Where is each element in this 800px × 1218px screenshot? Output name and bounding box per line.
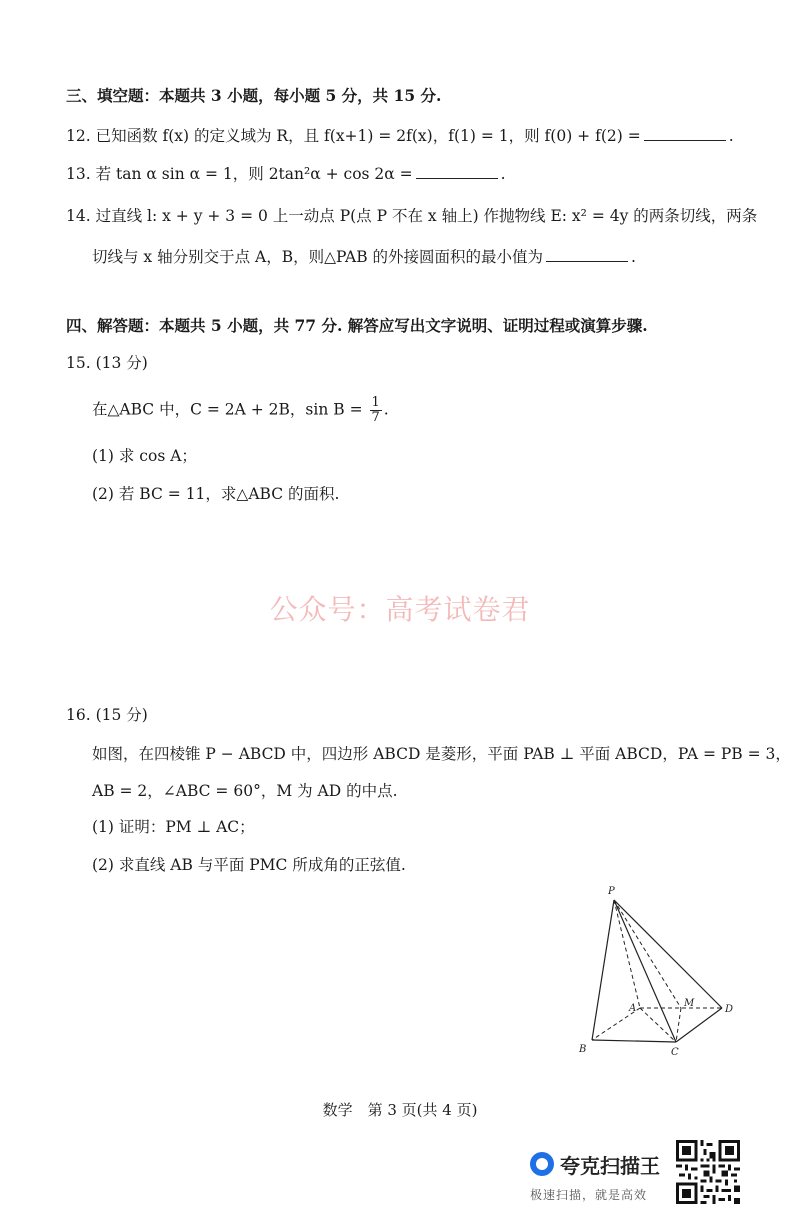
label-C: C	[671, 1047, 679, 1058]
watermark: 公众号：高考试卷君	[269, 593, 531, 626]
question-15-stem	[92, 396, 389, 425]
q13-text: 13. 若 tan α sin α = 1，则 2tan²α + cos 2α =	[66, 165, 413, 183]
q14-blank	[546, 247, 628, 262]
section3-heading: 三、填空题：本题共 3 小题，每小题 5 分，共 15 分.	[66, 86, 442, 105]
q15-frac-den: 7	[371, 410, 380, 425]
q14-text: 切线与 x 轴分别交于点 A，B，则△PAB 的外接圆面积的最小值为	[92, 248, 544, 266]
edge-MC	[676, 1008, 681, 1042]
question-15-part2: (2) 若 BC = 11，求△ABC 的面积.	[92, 485, 340, 503]
label-D: D	[725, 1004, 734, 1015]
edge-PA	[614, 900, 640, 1008]
q12-blank	[644, 126, 726, 141]
question-16-part2: (2) 求直线 AB 与平面 PMC 所成角的正弦值.	[92, 856, 406, 874]
edge-CD	[676, 1008, 722, 1042]
q12-end: .	[728, 127, 734, 145]
q14-end: .	[631, 248, 636, 266]
edge-AC	[640, 1008, 676, 1042]
q15-frac-num: 1	[371, 395, 380, 410]
label-B: B	[579, 1044, 587, 1055]
question-16-part1: (1) 证明：PM ⊥ AC；	[92, 818, 255, 836]
section4-heading: 四、解答题：本题共 5 小题，共 77 分. 解答应写出文字说明、证明过程或演算步骤.	[66, 316, 648, 335]
label-A: A	[629, 1003, 637, 1014]
question-15-label: 15. (13 分)	[66, 354, 148, 372]
pyramid-figure	[570, 880, 750, 1065]
label-P: P	[608, 886, 615, 897]
q15-stem-end: .	[383, 400, 389, 419]
question-14-line1: 14. 过直线 l: x + y + 3 = 0 上一动点 P(点 P 不在 x 轴上) 作抛物线 E: x² = 4y 的两条切线，两条	[66, 207, 758, 225]
q15-stem-text: 在△ABC 中，C = 2A + 2B，sin B =	[92, 400, 363, 419]
question-16-label: 16. (15 分)	[66, 706, 148, 724]
label-M: M	[684, 998, 695, 1009]
question-13	[66, 164, 506, 184]
page-footer: 数学 第 3 页(共 4 页)	[322, 1101, 478, 1119]
q13-blank	[416, 164, 498, 179]
q12-text: 12. 已知函数 f(x) 的定义域为 R，且 f(x+1) = 2f(x)，f(1) = 1，则 f(0) + f(2) =	[66, 127, 641, 145]
scanner-logo-icon	[530, 1152, 554, 1176]
edge-PC	[614, 900, 676, 1042]
question-16-line2: AB = 2，∠ABC = 60°，M 为 AD 的中点.	[92, 782, 398, 800]
qr-code-icon	[676, 1140, 740, 1204]
question-16-line1: 如图，在四棱锥 P − ABCD 中，四边形 ABCD 是菱形，平面 PAB ⊥ 平面 ABCD，PA = PB = 3，	[92, 745, 791, 763]
q15-fraction	[370, 396, 382, 425]
question-15-part1: (1) 求 cos A；	[92, 447, 197, 465]
edge-PD	[614, 900, 722, 1008]
edge-PB	[592, 900, 614, 1040]
q13-end: .	[500, 165, 506, 183]
edge-BC	[592, 1040, 676, 1042]
edge-PM	[614, 900, 681, 1008]
scanner-name: 夸克扫描王	[560, 1154, 660, 1178]
scanner-slogan: 极速扫描，就是高效	[530, 1188, 648, 1202]
question-12	[66, 126, 734, 146]
question-14-line2	[92, 247, 636, 267]
